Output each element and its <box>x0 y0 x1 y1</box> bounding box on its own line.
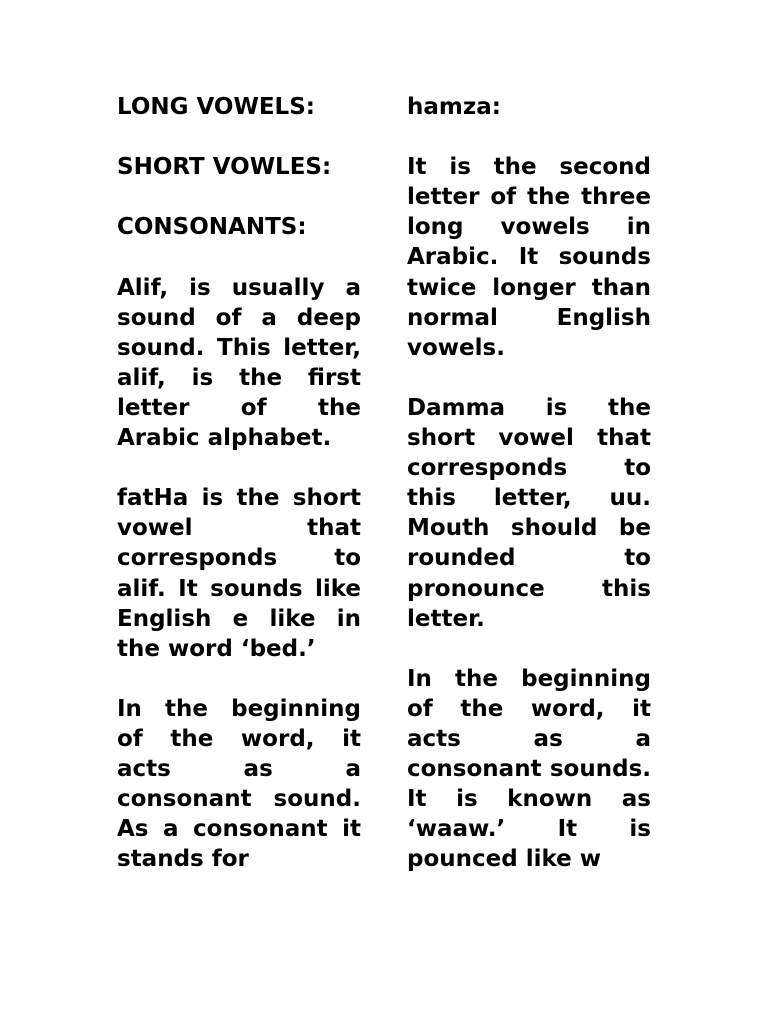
paragraph-second-letter: It is the second letter of the three long vowels in Arabic. It sounds twice longer than normal English vowels. <box>407 154 651 361</box>
paragraph-consonant-sound: In the beginning of the word, it acts as a consonant sound. As a consonant it stands for <box>117 695 361 873</box>
heading-consonants: CONSONANTS: <box>117 214 307 241</box>
paragraph-alif: Alif, is usually a sound of a deep sound. This letter, alif, is the first letter of the Arabic alphabet. <box>117 274 361 452</box>
right-column <box>407 92 651 905</box>
heading-long-vowels: LONG VOWELS: <box>117 94 315 120</box>
heading-short-vowels: SHORT VOWLES: <box>117 154 332 181</box>
left-column <box>117 92 361 905</box>
paragraph-damma: Damma is the short vowel that corresponds to this letter, uu. Mouth should be rounded to pronounce this letter. <box>407 394 651 632</box>
paragraph-waaw: In the beginning of the word, it acts as a consonant sounds. It is known as ‘waaw.’ It is pounced like w <box>407 665 651 873</box>
paragraph-fatha: fatHa is the short vowel that corresponds to alif. It sounds like English e like in the word ‘bed.’ <box>117 485 361 662</box>
heading-hamza: hamza: <box>407 94 501 120</box>
